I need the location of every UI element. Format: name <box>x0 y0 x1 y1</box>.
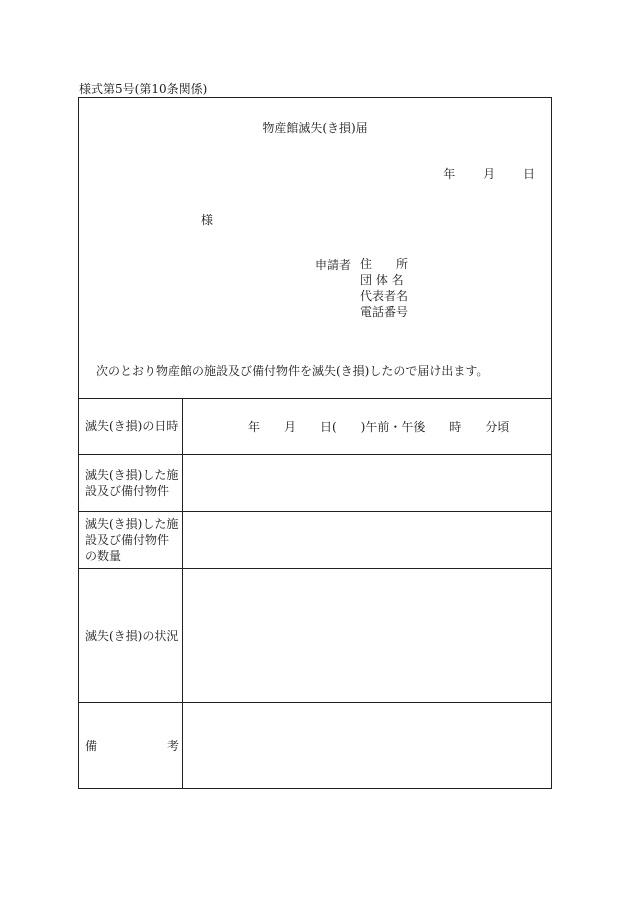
date-year: 年 <box>443 167 456 181</box>
statement-text: 次のとおり物産館の施設及び備付物件を滅失(き損)したので届け出ます。 <box>96 364 489 378</box>
date-month: 月 <box>483 167 496 181</box>
status-value-cell[interactable] <box>183 569 551 702</box>
remarks-label <box>85 738 179 754</box>
quantity-label: 滅失(き損)した施設及び備付物件の数量 <box>85 517 179 563</box>
items-row <box>79 455 551 512</box>
date-day: 日 <box>522 167 535 181</box>
applicant-fields <box>360 256 408 320</box>
form-header-section <box>79 98 551 399</box>
remarks-value-cell[interactable] <box>183 703 551 788</box>
applicant-group-name: 団 体 名 <box>360 273 404 287</box>
applicant-label: 申請者 <box>315 258 352 272</box>
datetime-row <box>79 398 551 455</box>
datetime-label: 滅失(き損)の日時 <box>85 419 179 433</box>
submission-date <box>419 165 535 182</box>
form-number-label: 様式第5号(第10条関係) <box>79 82 208 96</box>
quantity-row <box>79 512 551 569</box>
items-label: 滅失(き損)した施設及び備付物件 <box>85 468 179 498</box>
addressee-suffix: 様 <box>201 213 214 227</box>
form-frame <box>78 97 552 789</box>
remarks-label-char-2: 考 <box>166 738 179 753</box>
datetime-label-cell <box>79 398 183 454</box>
quantity-value-cell[interactable] <box>183 512 551 568</box>
datetime-value: 年 月 日( )午前・午後 時 分頃 <box>248 419 510 434</box>
status-label-cell <box>79 569 183 702</box>
applicant-representative: 代表者名 <box>360 289 409 303</box>
datetime-value-cell[interactable] <box>183 398 551 454</box>
remarks-row <box>79 703 551 788</box>
form-title: 物産館滅失(き損)届 <box>262 121 368 135</box>
status-label: 滅失(き損)の状況 <box>85 628 179 643</box>
applicant-phone: 電話番号 <box>360 305 409 319</box>
remarks-label-char-1: 備 <box>85 738 98 753</box>
status-row <box>79 569 551 703</box>
quantity-label-cell <box>79 512 183 568</box>
items-label-cell <box>79 455 183 511</box>
items-value-cell[interactable] <box>183 455 551 511</box>
remarks-label-cell <box>79 703 183 788</box>
applicant-address: 住 所 <box>360 257 409 271</box>
